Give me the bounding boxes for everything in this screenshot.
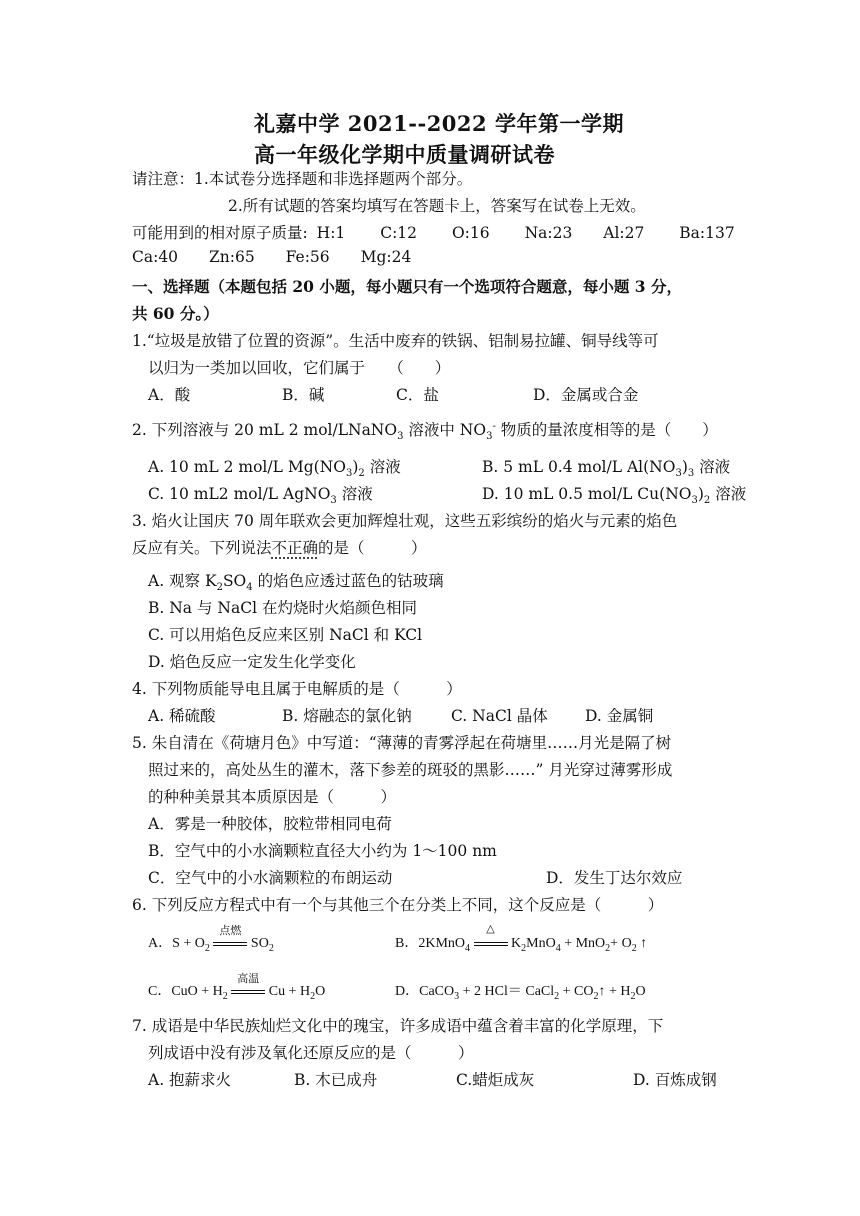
q2-option-c xyxy=(148,482,373,506)
note-2: 2.所有试题的答案均填写在答题卡上，答案写在试卷上无效。 xyxy=(228,197,646,215)
option-text: A. 10 mL 2 mol/L Mg(NO xyxy=(148,458,346,476)
q5-option-b: B．空气中的小水滴颗粒直径大小约为 1～100 nm xyxy=(148,842,497,860)
q6-option-b xyxy=(395,923,648,954)
atomic-masses-row2 xyxy=(132,248,411,266)
option-text: O xyxy=(315,984,326,999)
q1-stem-line1: 1.“垃圾是放错了位置的资源”。生活中废弃的铁锅、铝制易拉罐、铜导线等可 xyxy=(132,332,659,350)
subscript: 3 xyxy=(486,431,493,443)
subscript: 2 xyxy=(358,468,365,480)
option-text: SO xyxy=(250,936,269,951)
subscript: 2 xyxy=(554,990,560,1002)
option-text: B．2KMnO xyxy=(395,936,466,951)
option-text: + 2 HCl＝ CaCl xyxy=(459,984,555,999)
subscript: 3 xyxy=(345,468,353,480)
q3-option-c: C. 可以用焰色反应来区别 NaCl 和 KCl xyxy=(148,626,423,644)
atomic-mass: Mg:24 xyxy=(360,248,412,266)
equals-arrow xyxy=(474,942,508,946)
notes-block xyxy=(132,167,472,189)
atomic-mass: Ba:137 xyxy=(679,224,735,242)
option-text: A. 观察 K xyxy=(148,572,217,590)
subscript: 3 xyxy=(397,431,404,443)
reaction-condition-high-temp xyxy=(231,973,265,1000)
q7-option-c: C.蜡炬成灰 xyxy=(456,1071,535,1089)
atomic-mass: Fe:56 xyxy=(285,248,330,266)
q3-option-a xyxy=(148,569,444,593)
option-text: ) xyxy=(697,485,704,503)
subscript: 2 xyxy=(204,942,210,954)
subscript: 2 xyxy=(605,942,611,954)
superscript: - xyxy=(492,420,496,432)
subscript: 3 xyxy=(687,468,695,480)
q2-stem-text: 溶液中 NO xyxy=(403,421,487,439)
q6-option-c xyxy=(148,973,326,1002)
q4-option-a: A. 稀硫酸 xyxy=(148,707,216,725)
q3-stem-line2 xyxy=(132,536,427,558)
option-text: ) xyxy=(681,458,688,476)
option-text: + O xyxy=(610,936,632,951)
q4-option-d: D. 金属铜 xyxy=(585,707,654,725)
q3-stem-text: 反应有关。下列说法 xyxy=(132,539,272,557)
section1-heading-line1: 一、选择题（本题包括 20 小题，每小题只有一个选项符合题意，每小题 3 分， xyxy=(132,277,682,296)
reaction-condition-heat xyxy=(474,923,508,952)
option-text: 溶液 xyxy=(710,485,747,503)
subscript: 4 xyxy=(246,582,253,594)
subscript: 4 xyxy=(555,942,561,954)
q1-stem-line2: 以归为一类加以回收，它们属于 （ ） xyxy=(148,359,451,377)
equals-arrow xyxy=(231,990,265,994)
q5-stem-line1: 5. 朱自清在《荷塘月色》中写道：“薄薄的青雾浮起在荷塘里……月光是隔了树 xyxy=(132,734,672,752)
option-text: C．CuO + H xyxy=(148,984,223,999)
emphasis-not-correct: 不正确 xyxy=(271,539,319,557)
q5-option-a: A．雾是一种胶体，胶粒带相同电荷 xyxy=(148,815,392,833)
subscript: 2 xyxy=(216,582,223,594)
subscript: 3 xyxy=(330,495,337,507)
subscript: 3 xyxy=(454,990,460,1002)
atomic-masses-row1 xyxy=(132,221,735,243)
atomic-masses-label: 可能用到的相对原子质量: xyxy=(132,224,308,242)
option-text: A．S + O xyxy=(148,936,205,951)
q1-option-c: C．盐 xyxy=(396,386,439,404)
option-text: B. 5 mL 0.4 mol/L Al(NO xyxy=(482,458,676,476)
option-text: C. 10 mL2 mol/L AgNO xyxy=(148,485,331,503)
exam-title-line1: 礼嘉中学 2021--2022 学年第一学期 xyxy=(254,111,624,136)
q1-option-a: A．酸 xyxy=(148,386,191,404)
atomic-mass: Na:23 xyxy=(524,224,573,242)
q7-stem-line2: 列成语中没有涉及氧化还原反应的是（ ） xyxy=(148,1044,474,1062)
condition-label: △ xyxy=(486,923,495,935)
condition-label: 点燃 xyxy=(219,925,242,937)
option-text: 溶液 xyxy=(364,458,401,476)
option-text: D．CaCO xyxy=(395,984,455,999)
q2-option-d xyxy=(482,482,746,506)
atomic-mass: Al:27 xyxy=(603,224,645,242)
reaction-condition-ignite xyxy=(213,925,247,952)
atomic-mass: Ca:40 xyxy=(132,248,179,266)
q2-option-b xyxy=(482,455,730,479)
option-text: ↑ + H xyxy=(598,984,631,999)
option-text: 溶液 xyxy=(694,458,731,476)
q4-stem: 4. 下列物质能导电且属于电解质的是（ ） xyxy=(132,680,462,698)
subscript: 3 xyxy=(691,495,698,507)
subscript: 2 xyxy=(222,990,228,1002)
option-text: MnO xyxy=(526,936,556,951)
equals-arrow xyxy=(213,942,247,946)
condition-label: 高温 xyxy=(237,973,260,985)
subscript: 2 xyxy=(268,942,274,954)
option-text: SO xyxy=(222,572,247,590)
q5-stem-line3: 的种种美景其本质原因是（ ） xyxy=(148,788,397,806)
q4-option-b: B. 熔融态的氯化钠 xyxy=(282,707,412,725)
q3-stem-line1: 3. 焰火让国庆 70 周年联欢会更加辉煌壮观，这些五彩缤纷的焰火与元素的焰色 xyxy=(132,512,678,530)
q1-option-d: D．金属或合金 xyxy=(533,386,639,404)
q7-option-d: D. 百炼成钢 xyxy=(633,1071,717,1089)
option-text: + CO xyxy=(559,984,594,999)
q5-stem-line2: 照过来的，高处丛生的灌木，落下参差的斑驳的黑影……” 月光穿过薄雾形成 xyxy=(148,761,673,779)
option-text: D. 10 mL 0.5 mol/L Cu(NO xyxy=(482,485,692,503)
subscript: 2 xyxy=(631,942,637,954)
q6-stem: 6. 下列反应方程式中有一个与其他三个在分类上不同，这个反应是（ ） xyxy=(132,896,664,914)
q2-stem-text: 2. 下列溶液与 20 mL 2 mol/LNaNO xyxy=(132,421,398,439)
option-text: Cu + H xyxy=(268,984,311,999)
subscript: 2 xyxy=(703,495,711,507)
option-text: ) xyxy=(352,458,359,476)
subscript: 4 xyxy=(465,942,471,954)
atomic-mass: Zn:65 xyxy=(208,248,255,266)
option-text: 的焰色应透过蓝色的钴玻璃 xyxy=(252,572,444,590)
option-text: O xyxy=(635,984,646,999)
subscript: 2 xyxy=(630,990,636,1002)
q7-option-a: A. 抱薪求火 xyxy=(148,1071,232,1089)
notes-label: 请注意： xyxy=(132,170,195,188)
emphasized-text xyxy=(272,539,319,557)
subscript: 2 xyxy=(310,990,316,1002)
q6-option-a xyxy=(148,925,274,954)
section1-heading-line2: 共 60 分。） xyxy=(132,304,219,323)
q3-stem-text: 的是（ ） xyxy=(318,539,427,557)
q2-stem xyxy=(132,418,718,442)
q5-option-d: D．发生丁达尔效应 xyxy=(546,869,683,887)
q1-option-b: B．碱 xyxy=(282,386,325,404)
q2-option-a xyxy=(148,455,401,479)
option-text: + MnO xyxy=(560,936,606,951)
atomic-mass: H:1 xyxy=(316,224,346,242)
atomic-mass: C:12 xyxy=(380,224,418,242)
subscript: 3 xyxy=(675,468,682,480)
gas-arrow: ↑ xyxy=(636,936,648,951)
subscript: 2 xyxy=(593,990,599,1002)
q4-option-c: C. NaCl 晶体 xyxy=(451,707,548,725)
subscript: 2 xyxy=(521,942,527,954)
q3-option-d: D. 焰色反应一定发生化学变化 xyxy=(148,653,356,671)
option-text: K xyxy=(507,936,522,951)
q3-option-b: B. Na 与 NaCl 在灼烧时火焰颜色相同 xyxy=(148,599,417,617)
note-1: 1.本试卷分选择题和非选择题两个部分。 xyxy=(194,170,473,188)
q5-option-c: C．空气中的小水滴颗粒的布朗运动 xyxy=(148,869,393,887)
q7-stem-line1: 7. 成语是中华民族灿烂文化中的瑰宝，许多成语中蕴含着丰富的化学原理，下 xyxy=(132,1017,664,1035)
q2-stem-text: 物质的量浓度相等的是（ ） xyxy=(495,421,718,439)
option-text: 溶液 xyxy=(336,485,373,503)
q6-option-d xyxy=(395,980,646,1002)
exam-title-line2: 高一年级化学期中质量调研试卷 xyxy=(254,142,555,167)
atomic-mass: O:16 xyxy=(451,224,490,242)
q7-option-b: B. 木已成舟 xyxy=(294,1071,378,1089)
